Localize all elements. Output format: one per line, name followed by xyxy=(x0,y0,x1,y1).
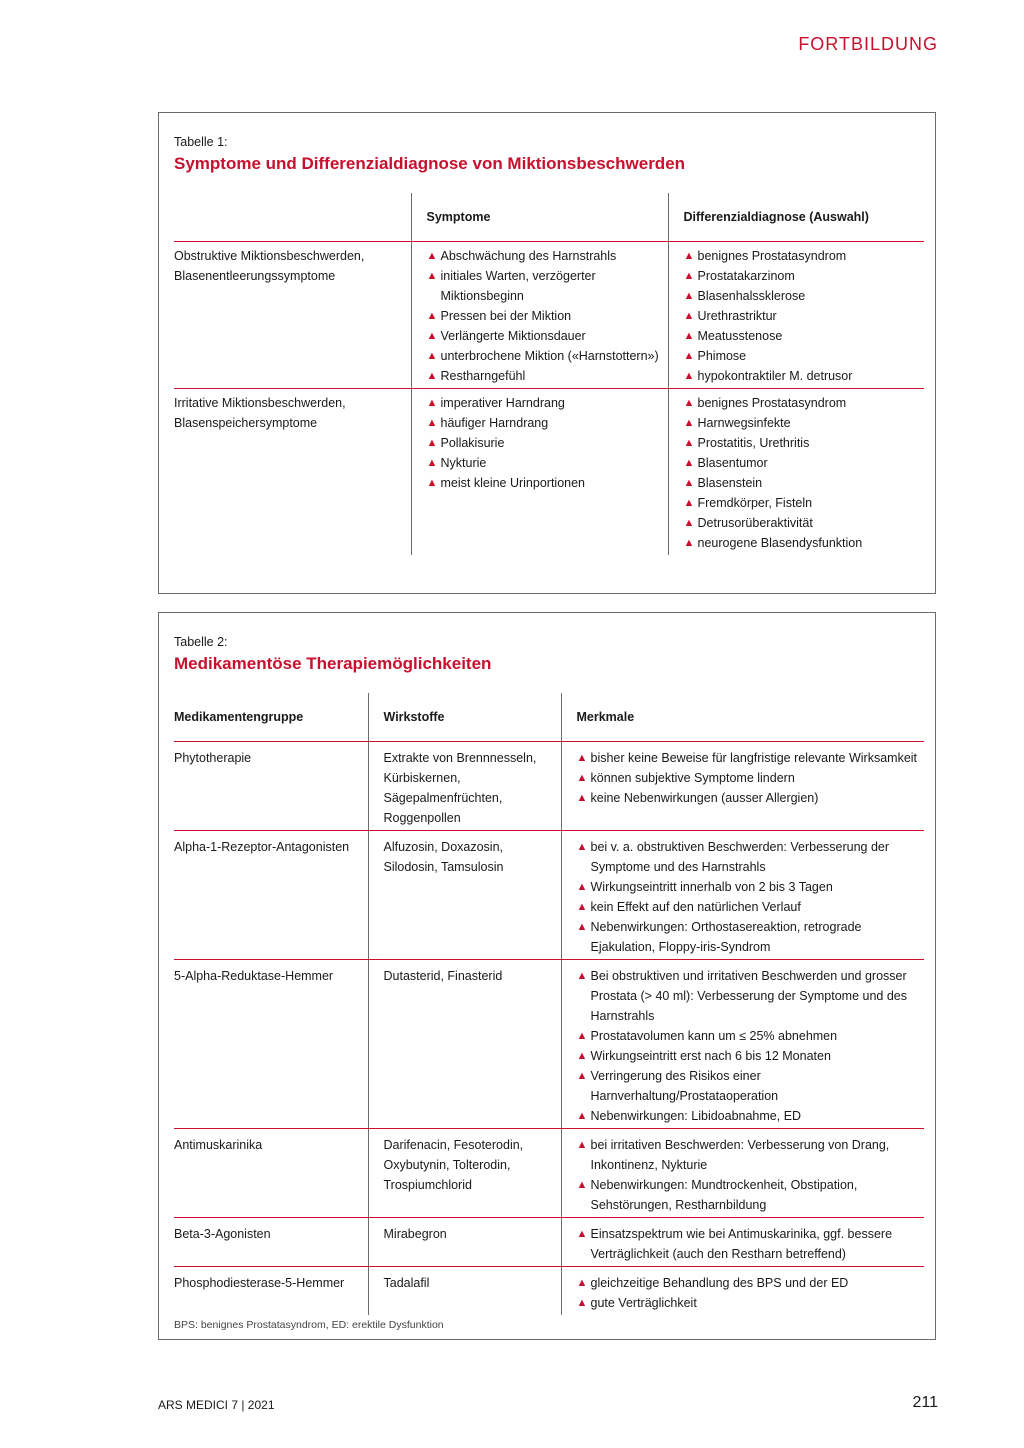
list-item-text: Verringerung des Risikos einer Harnverhaltung/Prostataoperation xyxy=(590,1069,779,1103)
triangle-bullet-icon: ▲ xyxy=(576,752,588,764)
list-item-text: Nebenwirkungen: Orthostasereaktion, retrograde Ejakulation, Floppy-iris-Syndrom xyxy=(590,920,862,954)
list-item xyxy=(427,413,662,433)
list-item-text: benignes Prostatasyndrom xyxy=(697,396,847,410)
section-header: FORTBILDUNG xyxy=(798,34,938,54)
triangle-bullet-icon: ▲ xyxy=(576,1179,588,1191)
list-item xyxy=(577,748,919,768)
list-item-text: Bei obstruktiven und irritativen Beschwerden und grosser Prostata (> 40 ml): Verbesserung der Symptome und des Harnstrahls xyxy=(590,969,907,1023)
triangle-bullet-icon: ▲ xyxy=(683,417,695,429)
symptoms-list xyxy=(427,246,662,386)
features-list xyxy=(577,748,919,808)
table-row xyxy=(174,831,924,960)
list-item-text: meist kleine Urinportionen xyxy=(440,476,586,490)
triangle-bullet-icon: ▲ xyxy=(426,457,438,469)
list-item xyxy=(684,393,919,413)
list-item-text: häufiger Harndrang xyxy=(440,416,549,430)
triangle-bullet-icon: ▲ xyxy=(576,901,588,913)
features-cell xyxy=(561,1267,924,1316)
table1-caption: Tabelle 1: xyxy=(174,135,228,149)
diagnoses-list xyxy=(684,393,919,553)
list-item-text: Harnwegsinfekte xyxy=(697,416,791,430)
triangle-bullet-icon: ▲ xyxy=(426,270,438,282)
list-item-text: Urethrastriktur xyxy=(697,309,777,323)
list-item xyxy=(684,326,919,346)
list-item-text: Prostatitis, Urethritis xyxy=(697,436,810,450)
table2-header-agents: Wirkstoffe xyxy=(368,693,561,742)
triangle-bullet-icon: ▲ xyxy=(683,330,695,342)
list-item xyxy=(684,433,919,453)
group-cell: Alpha-1-Rezeptor-Antagonisten xyxy=(174,831,368,960)
list-item xyxy=(427,473,662,493)
group-cell: Phosphodiesterase-5-Hemmer xyxy=(174,1276,345,1290)
triangle-bullet-icon: ▲ xyxy=(683,290,695,302)
list-item xyxy=(427,266,662,306)
table-row xyxy=(174,960,924,1129)
diagnoses-list xyxy=(684,246,919,386)
table2-footnote: BPS: benignes Prostatasyndrom, ED: erektile Dysfunktion xyxy=(174,1319,444,1331)
triangle-bullet-icon: ▲ xyxy=(576,1297,588,1309)
list-item-text: Verlängerte Miktionsdauer xyxy=(440,329,586,343)
agents-cell: Alfuzosin, Doxazosin, Silodosin, Tamsulosin xyxy=(368,831,561,960)
list-item-text: hypokontraktiler M. detrusor xyxy=(697,369,853,383)
list-item-text: Phimose xyxy=(697,349,747,363)
triangle-bullet-icon: ▲ xyxy=(683,397,695,409)
list-item xyxy=(577,966,919,1026)
list-item xyxy=(577,1026,919,1046)
list-item-text: gleichzeitige Behandlung des BPS und der ED xyxy=(590,1276,849,1290)
triangle-bullet-icon: ▲ xyxy=(576,772,588,784)
list-item xyxy=(577,837,919,877)
table2 xyxy=(174,693,924,1315)
table2-header-group: Medikamentengruppe xyxy=(174,693,368,742)
group-cell: Beta-3-Agonisten xyxy=(174,1218,368,1267)
table1-header-diagnoses: Differenzialdiagnose (Auswahl) xyxy=(668,193,924,242)
list-item xyxy=(577,1175,919,1215)
features-list xyxy=(577,837,919,957)
triangle-bullet-icon: ▲ xyxy=(426,437,438,449)
list-item xyxy=(577,1224,919,1264)
list-item xyxy=(684,453,919,473)
list-item-text: Abschwächung des Harnstrahls xyxy=(440,249,617,263)
list-item-text: Blasentumor xyxy=(697,456,768,470)
list-item xyxy=(684,306,919,326)
table1-header-symptoms: Symptome xyxy=(411,193,668,242)
category-cell: Obstruktive Miktionsbeschwerden, Blasenentleerungssymptome xyxy=(174,242,411,389)
features-list xyxy=(577,966,919,1126)
list-item-text: Meatusstenose xyxy=(697,329,783,343)
list-item xyxy=(684,366,919,386)
list-item xyxy=(684,246,919,266)
list-item-text: gute Verträglichkeit xyxy=(590,1296,697,1310)
features-list xyxy=(577,1224,919,1264)
group-cell: Antimuskarinika xyxy=(174,1129,368,1218)
triangle-bullet-icon: ▲ xyxy=(426,397,438,409)
triangle-bullet-icon: ▲ xyxy=(576,841,588,853)
triangle-bullet-icon: ▲ xyxy=(576,1228,588,1240)
list-item xyxy=(577,1106,919,1126)
triangle-bullet-icon: ▲ xyxy=(426,250,438,262)
list-item xyxy=(427,246,662,266)
page-number: 211 xyxy=(912,1394,938,1411)
list-item-text: Wirkungseintritt erst nach 6 bis 12 Monaten xyxy=(590,1049,831,1063)
list-item-text: Wirkungseintritt innerhalb von 2 bis 3 Tagen xyxy=(590,880,833,894)
table-row xyxy=(174,242,924,389)
list-item xyxy=(577,1273,919,1293)
list-item-text: kein Effekt auf den natürlichen Verlauf xyxy=(590,900,801,914)
features-list xyxy=(577,1273,919,1313)
table-row xyxy=(174,1267,924,1316)
list-item xyxy=(577,1293,919,1313)
triangle-bullet-icon: ▲ xyxy=(683,457,695,469)
list-item-text: Pressen bei der Miktion xyxy=(440,309,572,323)
features-cell xyxy=(561,742,924,831)
features-cell xyxy=(561,831,924,960)
list-item-text: Blasenstein xyxy=(697,476,763,490)
list-item xyxy=(577,897,919,917)
triangle-bullet-icon: ▲ xyxy=(576,881,588,893)
table1-header-row xyxy=(174,193,924,242)
triangle-bullet-icon: ▲ xyxy=(683,250,695,262)
list-item xyxy=(427,393,662,413)
triangle-bullet-icon: ▲ xyxy=(576,1110,588,1122)
list-item xyxy=(427,306,662,326)
list-item-text: Prostatavolumen kann um ≤ 25% abnehmen xyxy=(590,1029,838,1043)
triangle-bullet-icon: ▲ xyxy=(683,350,695,362)
triangle-bullet-icon: ▲ xyxy=(576,1050,588,1062)
list-item-text: bei irritativen Beschwerden: Verbesserung von Drang, Inkontinenz, Nykturie xyxy=(590,1138,890,1172)
symptoms-cell xyxy=(411,242,668,389)
agents-cell: Darifenacin, Fesoterodin, Oxybutynin, Tolterodin, Trospiumchlorid xyxy=(368,1129,561,1218)
list-item xyxy=(427,326,662,346)
list-item-text: Blasenhalssklerose xyxy=(697,289,806,303)
list-item-text: keine Nebenwirkungen (ausser Allergien) xyxy=(590,791,819,805)
table1-box xyxy=(158,112,936,594)
triangle-bullet-icon: ▲ xyxy=(576,1030,588,1042)
list-item-text: Detrusorüberaktivität xyxy=(697,516,813,530)
table2-title: Medikamentöse Therapiemöglichkeiten xyxy=(174,654,492,673)
features-cell xyxy=(561,960,924,1129)
triangle-bullet-icon: ▲ xyxy=(683,517,695,529)
list-item-text: Nykturie xyxy=(440,456,487,470)
list-item xyxy=(427,346,662,366)
table2-header-row xyxy=(174,693,924,742)
list-item xyxy=(684,493,919,513)
list-item-text: Nebenwirkungen: Mundtrockenheit, Obstipation, Sehstörungen, Restharnbildung xyxy=(590,1178,858,1212)
table-row xyxy=(174,1129,924,1218)
list-item xyxy=(684,533,919,553)
list-item xyxy=(577,1066,919,1106)
table-row xyxy=(174,1218,924,1267)
triangle-bullet-icon: ▲ xyxy=(576,1070,588,1082)
triangle-bullet-icon: ▲ xyxy=(576,792,588,804)
list-item-text: Nebenwirkungen: Libidoabnahme, ED xyxy=(590,1109,802,1123)
triangle-bullet-icon: ▲ xyxy=(426,417,438,429)
table1-title: Symptome und Differenzialdiagnose von Miktionsbeschwerden xyxy=(174,154,686,173)
table1-header-category xyxy=(174,193,411,242)
group-cell: 5-Alpha-Reduktase-Hemmer xyxy=(174,960,368,1129)
table2-box xyxy=(158,612,936,1340)
diagnoses-cell xyxy=(668,242,924,389)
triangle-bullet-icon: ▲ xyxy=(426,477,438,489)
features-cell xyxy=(561,1129,924,1218)
triangle-bullet-icon: ▲ xyxy=(426,310,438,322)
triangle-bullet-icon: ▲ xyxy=(576,1139,588,1151)
list-item xyxy=(427,453,662,473)
table2-header-features: Merkmale xyxy=(561,693,924,742)
list-item-text: können subjektive Symptome lindern xyxy=(590,771,795,785)
triangle-bullet-icon: ▲ xyxy=(683,537,695,549)
triangle-bullet-icon: ▲ xyxy=(683,370,695,382)
list-item xyxy=(577,917,919,957)
diagnoses-cell xyxy=(668,389,924,556)
list-item-text: Fremdkörper, Fisteln xyxy=(697,496,813,510)
triangle-bullet-icon: ▲ xyxy=(426,350,438,362)
table1 xyxy=(174,193,924,555)
list-item xyxy=(684,266,919,286)
list-item-text: Einsatzspektrum wie bei Antimuskarinika, ggf. bessere Verträglichkeit (auch den Restharn betreffend) xyxy=(590,1227,893,1261)
list-item-text: initiales Warten, verzögerter Miktionsbeginn xyxy=(440,269,596,303)
agents-cell: Extrakte von Brennnesseln, Kürbiskernen, Sägepalmenfrüchten, Roggenpollen xyxy=(368,742,561,831)
list-item xyxy=(577,788,919,808)
triangle-bullet-icon: ▲ xyxy=(683,310,695,322)
agents-cell: Mirabegron xyxy=(368,1218,561,1267)
table-row xyxy=(174,389,924,556)
features-list xyxy=(577,1135,919,1215)
list-item xyxy=(577,877,919,897)
list-item-text: benignes Prostatasyndrom xyxy=(697,249,847,263)
triangle-bullet-icon: ▲ xyxy=(683,270,695,282)
list-item xyxy=(427,366,662,386)
list-item xyxy=(684,286,919,306)
list-item xyxy=(577,1046,919,1066)
group-cell: Phytotherapie xyxy=(174,742,368,831)
triangle-bullet-icon: ▲ xyxy=(683,477,695,489)
symptoms-cell xyxy=(411,389,668,556)
list-item-text: Prostatakarzinom xyxy=(697,269,795,283)
triangle-bullet-icon: ▲ xyxy=(576,921,588,933)
symptoms-list xyxy=(427,393,662,493)
agents-cell: Dutasterid, Finasterid xyxy=(368,960,561,1129)
table2-caption: Tabelle 2: xyxy=(174,635,228,649)
list-item-text: unterbrochene Miktion («Harnstottern») xyxy=(440,349,659,363)
category-cell: Irritative Miktionsbeschwerden, Blasenspeichersymptome xyxy=(174,396,346,430)
list-item xyxy=(427,433,662,453)
table-row xyxy=(174,742,924,831)
list-item-text: neurogene Blasendysfunktion xyxy=(697,536,863,550)
triangle-bullet-icon: ▲ xyxy=(576,970,588,982)
list-item-text: bisher keine Beweise für langfristige relevante Wirksamkeit xyxy=(590,751,918,765)
list-item xyxy=(684,513,919,533)
list-item xyxy=(577,768,919,788)
list-item-text: imperativer Harndrang xyxy=(440,396,565,410)
triangle-bullet-icon: ▲ xyxy=(426,370,438,382)
list-item-text: Pollakisurie xyxy=(440,436,505,450)
triangle-bullet-icon: ▲ xyxy=(683,437,695,449)
triangle-bullet-icon: ▲ xyxy=(576,1277,588,1289)
triangle-bullet-icon: ▲ xyxy=(426,330,438,342)
list-item xyxy=(577,1135,919,1175)
list-item xyxy=(684,473,919,493)
list-item-text: Restharngefühl xyxy=(440,369,526,383)
agents-cell: Tadalafil xyxy=(368,1267,561,1316)
list-item xyxy=(684,413,919,433)
list-item-text: bei v. a. obstruktiven Beschwerden: Verbesserung der Symptome und des Harnstrahls xyxy=(590,840,890,874)
triangle-bullet-icon: ▲ xyxy=(683,497,695,509)
list-item xyxy=(684,346,919,366)
features-cell xyxy=(561,1218,924,1267)
journal-issue: ARS MEDICI 7 | 2021 xyxy=(158,1398,275,1412)
